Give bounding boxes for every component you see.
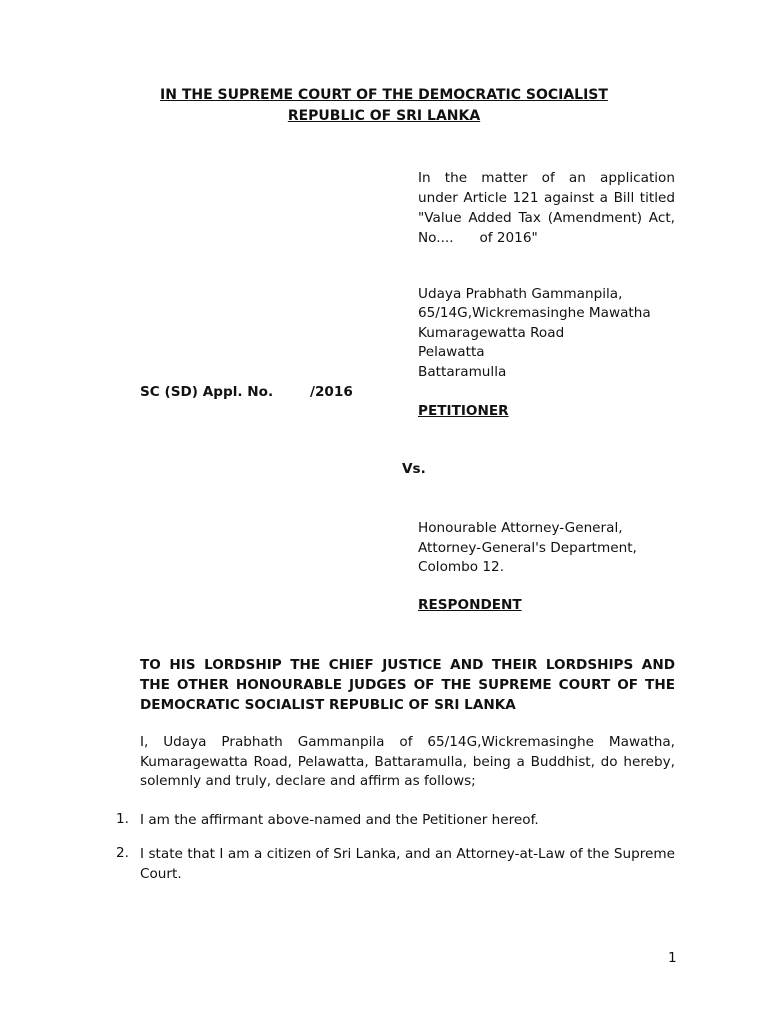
matter-line-4: No.... of 2016" <box>418 230 538 246</box>
petitioner-name: Udaya Prabhath Gammanpila, <box>418 286 623 302</box>
matter-line-2: under Article 121 against a Bill titled <box>418 190 675 206</box>
respondent-line-2: Attorney-General's Department, <box>418 540 637 556</box>
page-number: 1 <box>668 950 677 966</box>
respondent-line-1: Honourable Attorney-General, <box>418 520 623 536</box>
numbered-paragraph: I state that I am a citizen of Sri Lanka, and an Attorney-at-Law of the Supreme Court. <box>140 846 675 882</box>
matter-line-1: In the matter of an application <box>418 170 675 186</box>
court-address-paragraph: TO HIS LORDSHIP THE CHIEF JUSTICE AND THEIR LORDSHIPS AND THE OTHER HONOURABLE JUDGES OF THE SUPREME COURT OF THE DEMOCRATIC SOCIALIST REPUBLIC OF SRI LANKA <box>140 657 675 713</box>
petitioner-address-line-2: Kumaragewatta Road <box>418 325 565 341</box>
petitioner-address-line-1: 65/14G,Wickremasinghe Mawatha <box>418 305 651 321</box>
respondent-line-3: Colombo 12. <box>418 559 505 575</box>
versus-label: Vs. <box>402 461 426 477</box>
numbered-paragraph: I am the affirmant above-named and the Petitioner hereof. <box>140 812 539 828</box>
petitioner-address-line-3: Pelawatta <box>418 344 485 360</box>
affirmation-intro-paragraph: I, Udaya Prabhath Gammanpila of 65/14G,Wickremasinghe Mawatha, Kumaragewatta Road, Pelawatta, Battaramulla, being a Buddhist, do hereby, solemnly and truly, declare and affirm as follows; <box>140 734 675 789</box>
respondent-label: RESPONDENT <box>418 597 522 613</box>
petitioner-label: PETITIONER <box>418 403 509 419</box>
matter-line-3: "Value Added Tax (Amendment) Act, <box>418 210 675 226</box>
case-number-label: SC (SD) Appl. No. <box>140 384 274 400</box>
document-title-line-2: REPUBLIC OF SRI LANKA <box>287 108 481 124</box>
paragraph-number: 2. <box>116 845 129 861</box>
paragraph-number: 1. <box>116 811 129 827</box>
document-title-line-1: IN THE SUPREME COURT OF THE DEMOCRATIC SOCIALIST <box>160 87 608 103</box>
petitioner-address-line-4: Battaramulla <box>418 364 507 380</box>
case-number-year: /2016 <box>310 384 353 400</box>
